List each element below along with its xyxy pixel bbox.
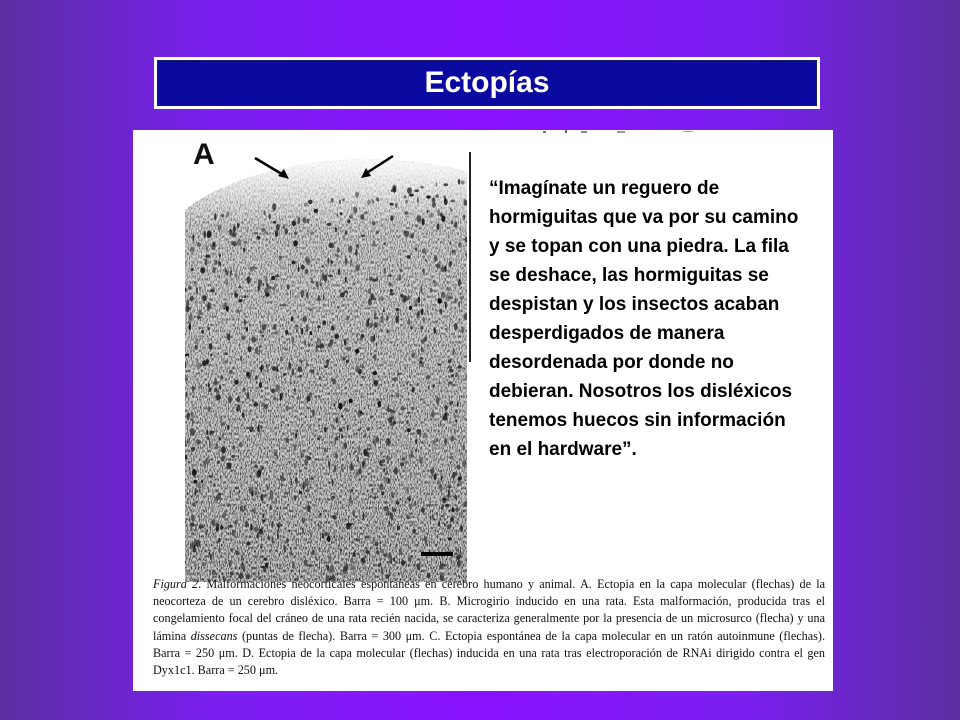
quote-text: “Imagínate un reguero de hormiguitas que va por su camino y se topan con una piedra. La fila se deshace, las hormiguitas se despistan y los insectos acaban desperdigados de manera desordenada por donde no debieran. Nosotros los disléxicos tenemos huecos sin información en el hardware”. <box>489 178 799 460</box>
caption-part-1: . Malformaciones neocorticales espontáneas en cerebro humano y animal. A. Ectopia en la capa molecular (flechas) de la neocorteza de un cerebro disléxico. Barra = 100 μm. B. Microgirio inducido en una rata. Esta malformación, producida tras el congelamiento focal del cráneo de una rata recién nacida, se caracteriza generalmente por la presencia de un microsurco (flecha) y una lámina <box>153 577 825 643</box>
scan-artifact <box>543 130 703 134</box>
caption-label: Figura 2 <box>153 577 199 591</box>
slide-title: Ectopías <box>424 66 550 99</box>
figure-panel <box>133 130 833 691</box>
caption-part-2: (puntas de flecha). Barra = 300 μm. C. Ectopia espontánea de la capa molecular en un ratón autoinmune (flechas). Barra = 250 μm. D. Ectopia de la capa molecular (flechas) inducida en una rata tras electroporación de RNAi dirigido contra el gen Dyx1c1. Barra = 250 μm. <box>153 628 825 678</box>
slide-title-box <box>154 57 820 109</box>
divider-line <box>469 152 471 362</box>
caption-latin-term: dissecans <box>190 628 238 643</box>
micrograph-image <box>185 150 467 582</box>
panel-letter: A <box>193 138 215 171</box>
figure-caption <box>153 576 825 679</box>
